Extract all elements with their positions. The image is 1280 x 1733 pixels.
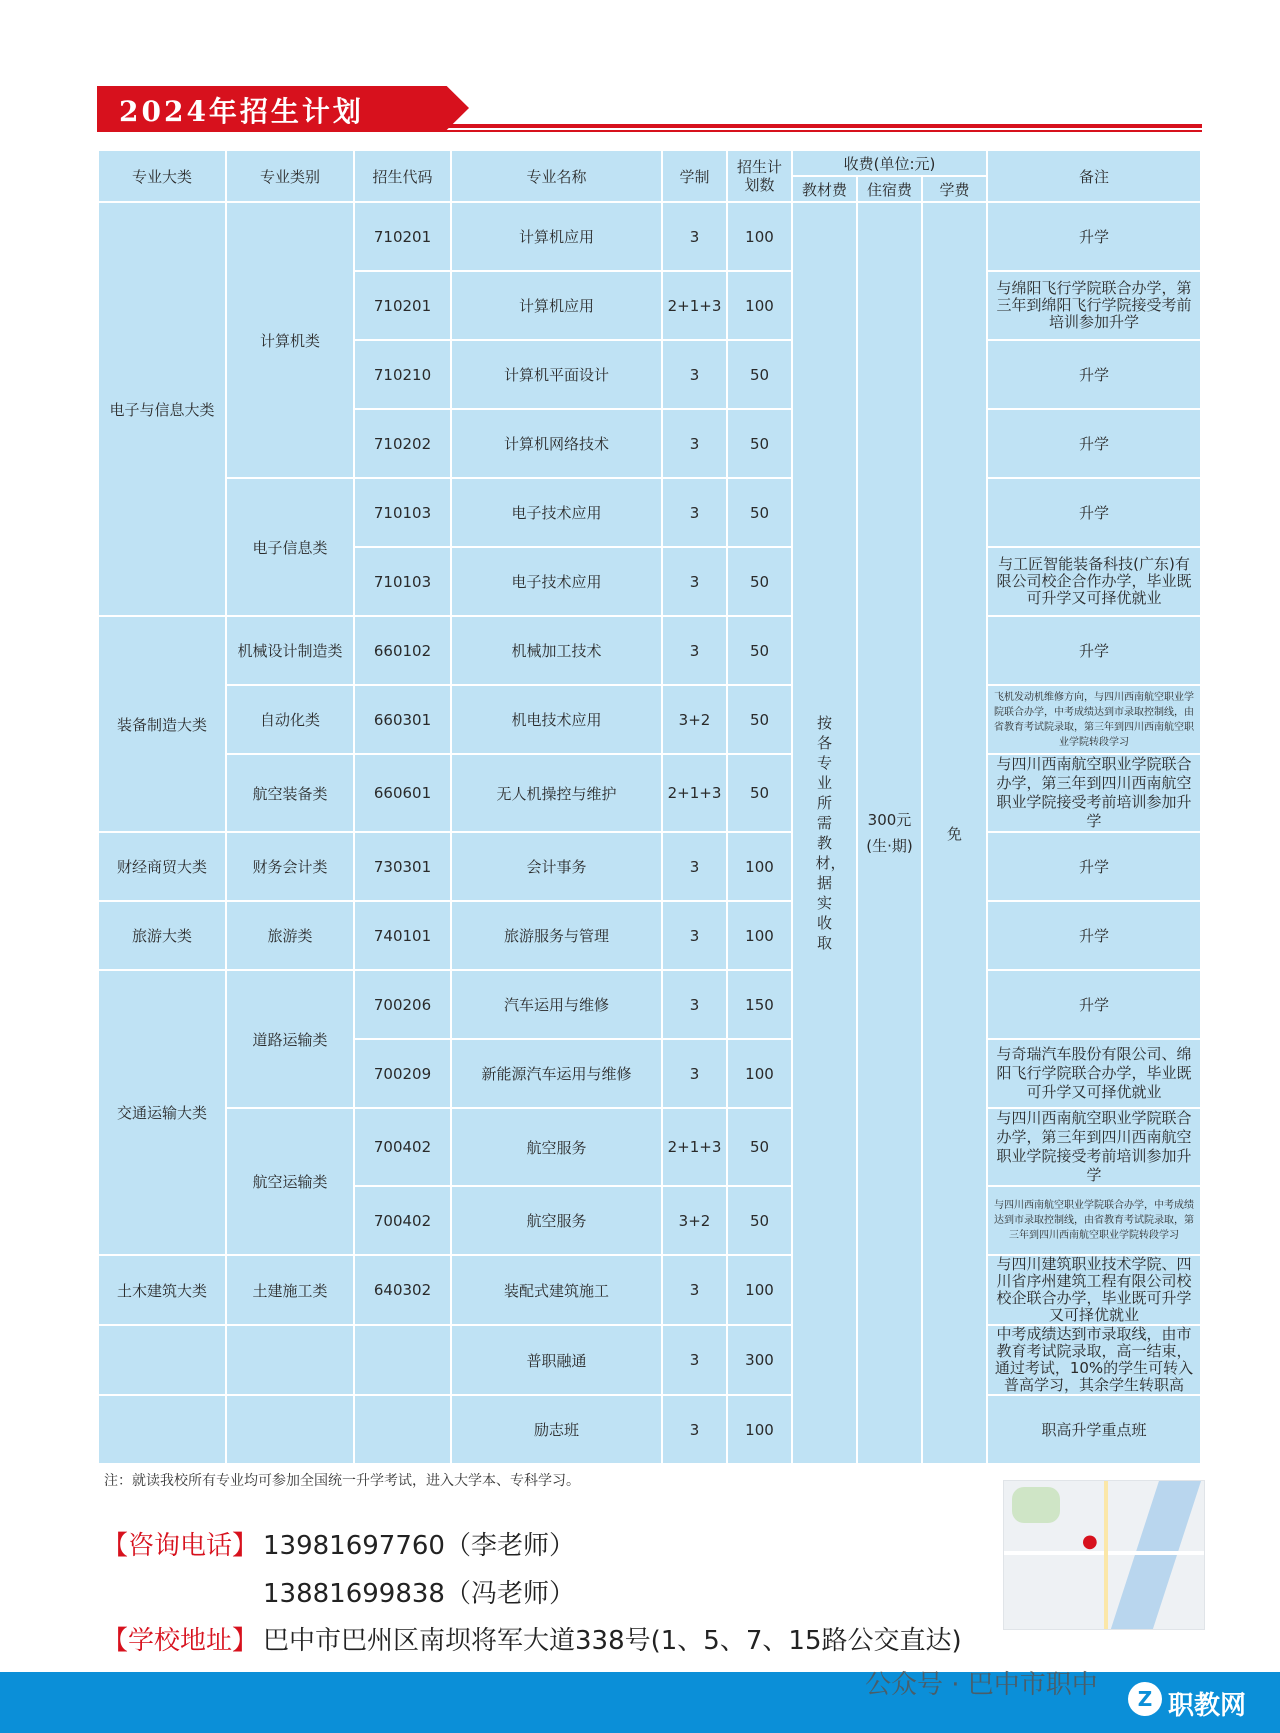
note-cell: 升学	[988, 410, 1200, 477]
header-type: 专业类别	[227, 151, 353, 201]
note-cell: 升学	[988, 341, 1200, 408]
name-cell: 普职融通	[452, 1326, 661, 1394]
note-cell: 升学	[988, 902, 1200, 969]
type-cell	[227, 1396, 353, 1463]
table-row	[99, 1109, 1200, 1185]
system-cell: 2+1+3	[663, 755, 726, 831]
name-cell: 汽车运用与维修	[452, 971, 661, 1038]
plan-cell: 100	[728, 272, 791, 339]
category-cell: 电子与信息大类	[99, 203, 225, 615]
system-cell: 3	[663, 1326, 726, 1394]
code-cell: 700402	[355, 1109, 450, 1185]
category-cell	[99, 1396, 225, 1463]
name-cell: 装配式建筑施工	[452, 1256, 661, 1324]
system-cell: 3+2	[663, 686, 726, 753]
name-cell: 计算机平面设计	[452, 341, 661, 408]
header-plan: 招生计划数	[728, 151, 791, 201]
plan-cell: 50	[728, 755, 791, 831]
note-cell: 与奇瑞汽车股份有限公司、绵阳飞行学院联合办学，毕业既可升学又可择优就业	[988, 1040, 1200, 1107]
code-cell: 700209	[355, 1040, 450, 1107]
system-cell: 2+1+3	[663, 272, 726, 339]
type-cell: 自动化类	[227, 686, 353, 753]
banner-underline	[97, 130, 1202, 132]
type-cell: 财务会计类	[227, 833, 353, 900]
system-cell: 3	[663, 971, 726, 1038]
name-cell: 航空服务	[452, 1109, 661, 1185]
note-cell: 飞机发动机维修方向，与四川西南航空职业学院联合办学，中考成绩达到市录取控制线，由省教育考试院录取，第三年到四川西南航空职业学院转段学习	[988, 686, 1200, 753]
type-cell: 计算机类	[227, 203, 353, 477]
note-cell: 与四川建筑职业技术学院、四川省序州建筑工程有限公司校校企联合办学，毕业既可升学又可择优就业	[988, 1256, 1200, 1324]
note-cell: 职高升学重点班	[988, 1396, 1200, 1463]
note-cell: 与四川西南航空职业学院联合办学，第三年到四川西南航空职业学院接受考前培训参加升学	[988, 1109, 1200, 1185]
code-cell: 700402	[355, 1187, 450, 1254]
code-cell: 710103	[355, 479, 450, 546]
enrollment-table	[97, 149, 1202, 1465]
fee-books-cell	[793, 203, 856, 1463]
system-cell: 3	[663, 341, 726, 408]
name-cell: 计算机网络技术	[452, 410, 661, 477]
plan-cell: 50	[728, 410, 791, 477]
map-river	[1104, 1480, 1204, 1630]
code-cell: 660601	[355, 755, 450, 831]
note-cell: 升学	[988, 971, 1200, 1038]
category-cell: 旅游大类	[99, 902, 225, 969]
table-row	[99, 617, 1200, 684]
header-code: 招生代码	[355, 151, 450, 201]
note-cell: 与四川西南航空职业学院联合办学，第三年到四川西南航空职业学院接受考前培训参加升学	[988, 755, 1200, 831]
wechat-watermark: 公众号 · 巴中市职中	[865, 1670, 1098, 1700]
note-cell: 升学	[988, 479, 1200, 546]
map-road	[1104, 1481, 1108, 1629]
name-cell: 励志班	[452, 1396, 661, 1463]
plan-cell: 100	[728, 203, 791, 270]
code-cell: 710201	[355, 203, 450, 270]
table-row	[99, 1326, 1200, 1394]
name-cell: 计算机应用	[452, 272, 661, 339]
table-row	[99, 686, 1200, 753]
fee-tuition-cell: 免	[923, 203, 986, 1463]
plan-cell: 50	[728, 479, 791, 546]
system-cell: 3	[663, 1256, 726, 1324]
name-cell: 机电技术应用	[452, 686, 661, 753]
name-cell: 旅游服务与管理	[452, 902, 661, 969]
system-cell: 3	[663, 617, 726, 684]
plan-cell: 50	[728, 1109, 791, 1185]
plan-cell: 150	[728, 971, 791, 1038]
type-cell: 土建施工类	[227, 1256, 353, 1324]
system-cell: 3	[663, 1040, 726, 1107]
name-cell: 会计事务	[452, 833, 661, 900]
header-system: 学制	[663, 151, 726, 201]
table-row	[99, 1256, 1200, 1324]
plan-cell: 50	[728, 341, 791, 408]
table-row	[99, 902, 1200, 969]
plan-cell: 100	[728, 1256, 791, 1324]
note-cell: 与四川西南航空职业学院联合办学，中考成绩达到市录取控制线，由省教育考试院录取，第三年到四川西南航空职业学院转段学习	[988, 1187, 1200, 1254]
system-cell: 3	[663, 833, 726, 900]
system-cell: 2+1+3	[663, 1109, 726, 1185]
table-row	[99, 1396, 1200, 1463]
plan-cell: 50	[728, 617, 791, 684]
address: 巴中市巴州区南坝将军大道338号(1、5、7、15路公交直达)	[263, 1626, 962, 1656]
system-cell: 3+2	[663, 1187, 726, 1254]
address-label: 【学校地址】	[102, 1626, 259, 1656]
name-cell: 机械加工技术	[452, 617, 661, 684]
code-cell: 710103	[355, 548, 450, 615]
code-cell: 700206	[355, 971, 450, 1038]
note-cell: 与工匠智能装备科技(广东)有限公司校企合作办学，毕业既可升学又可择优就业	[988, 548, 1200, 615]
brand-watermark: 职教网	[1168, 1691, 1247, 1721]
code-cell: 710201	[355, 272, 450, 339]
header-fee-group: 收费(单位:元)	[793, 151, 986, 175]
category-cell: 交通运输大类	[99, 971, 225, 1254]
code-cell: 730301	[355, 833, 450, 900]
plan-cell: 50	[728, 686, 791, 753]
plan-cell: 100	[728, 902, 791, 969]
type-cell: 航空装备类	[227, 755, 353, 831]
system-cell: 3	[663, 479, 726, 546]
system-cell: 3	[663, 203, 726, 270]
table-row	[99, 833, 1200, 900]
system-cell: 3	[663, 410, 726, 477]
note-cell: 升学	[988, 833, 1200, 900]
type-cell: 航空运输类	[227, 1109, 353, 1254]
code-cell	[355, 1396, 450, 1463]
note-cell: 与绵阳飞行学院联合办学，第三年到绵阳飞行学院接受考前培训参加升学	[988, 272, 1200, 339]
table-row	[99, 203, 1200, 270]
category-cell: 土木建筑大类	[99, 1256, 225, 1324]
note-cell: 中考成绩达到市录取线，由市教育考试院录取，高一结束，通过考试，10%的学生可转入普高学习，其余学生转职高	[988, 1326, 1200, 1394]
brand-logo-icon: Z	[1128, 1682, 1162, 1716]
category-cell: 装备制造大类	[99, 617, 225, 831]
code-cell: 660102	[355, 617, 450, 684]
header-category: 专业大类	[99, 151, 225, 201]
table-row	[99, 755, 1200, 831]
banner-line	[397, 124, 1202, 128]
map-park	[1012, 1487, 1060, 1523]
fee-dorm-cell: 300元(生·期)	[858, 203, 921, 1463]
type-cell	[227, 1326, 353, 1394]
code-cell: 740101	[355, 902, 450, 969]
plan-cell: 50	[728, 1187, 791, 1254]
plan-cell: 300	[728, 1326, 791, 1394]
name-cell: 计算机应用	[452, 203, 661, 270]
map-pin-icon: ●	[1082, 1531, 1098, 1552]
fee-books-text: 按各专业所需教材，据实收取	[815, 714, 846, 952]
system-cell: 3	[663, 548, 726, 615]
code-cell	[355, 1326, 450, 1394]
header-fee-tuition: 学费	[923, 177, 986, 201]
name-cell: 电子技术应用	[452, 479, 661, 546]
code-cell: 640302	[355, 1256, 450, 1324]
plan-cell: 50	[728, 548, 791, 615]
code-cell: 710210	[355, 341, 450, 408]
category-cell: 财经商贸大类	[99, 833, 225, 900]
name-cell: 电子技术应用	[452, 548, 661, 615]
phone-2[interactable]: 13881699838（冯老师）	[263, 1579, 575, 1609]
type-cell: 道路运输类	[227, 971, 353, 1107]
header-note: 备注	[988, 151, 1200, 201]
note-cell: 升学	[988, 617, 1200, 684]
page-title: 2024年招生计划	[119, 95, 364, 128]
name-cell: 新能源汽车运用与维修	[452, 1040, 661, 1107]
name-cell: 航空服务	[452, 1187, 661, 1254]
header-fee-books: 教材费	[793, 177, 856, 201]
location-map[interactable]	[1003, 1480, 1205, 1630]
category-cell	[99, 1326, 225, 1394]
phone-label: 【咨询电话】	[102, 1531, 259, 1561]
plan-cell: 100	[728, 833, 791, 900]
type-cell: 电子信息类	[227, 479, 353, 615]
plan-cell: 100	[728, 1040, 791, 1107]
banner	[97, 86, 1202, 134]
plan-cell: 100	[728, 1396, 791, 1463]
footnote: 注：就读我校所有专业均可参加全国统一升学考试，进入大学本、专科学习。	[104, 1473, 580, 1489]
type-cell: 机械设计制造类	[227, 617, 353, 684]
system-cell: 3	[663, 1396, 726, 1463]
name-cell: 无人机操控与维护	[452, 755, 661, 831]
code-cell: 660301	[355, 686, 450, 753]
phone-1[interactable]: 13981697760（李老师）	[263, 1531, 575, 1561]
table-row	[99, 971, 1200, 1038]
type-cell: 旅游类	[227, 902, 353, 969]
code-cell: 710202	[355, 410, 450, 477]
note-cell: 升学	[988, 203, 1200, 270]
header-name: 专业名称	[452, 151, 661, 201]
header-fee-dorm: 住宿费	[858, 177, 921, 201]
table-row	[99, 479, 1200, 546]
system-cell: 3	[663, 902, 726, 969]
